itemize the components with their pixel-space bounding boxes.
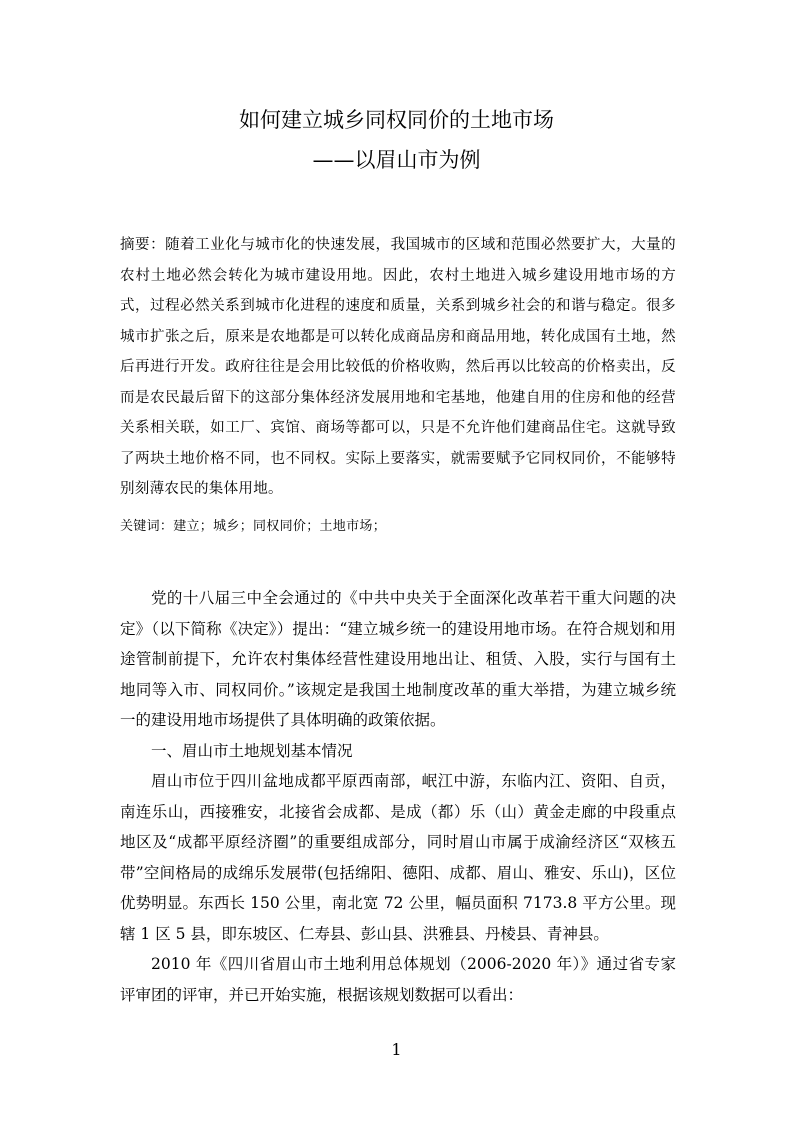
page-number: 1 [391, 1040, 402, 1059]
keywords: 关键词：建立；城乡；同权同价；土地市场； [120, 519, 387, 534]
document-subtitle: ——以眉山市为例 [312, 148, 481, 172]
section-heading: 一、眉山市土地规划基本情况 [151, 741, 353, 760]
body-text [120, 583, 676, 1010]
document-title: 如何建立城乡同权同价的土地市场 [239, 108, 554, 132]
paragraph: 党的十八届三中全会通过的《中共中央关于全面深化改革若干重大问题的决定》（以下简称《决定》）提出：“建立城乡统一的建设用地市场。在符合规划和用途管制前提下，允许农村集体经营性建设用地出让、租赁、入股，实行与国有土地同等入市、同权同价。”该规定是我国土地制度改革的重大举措，为建立城乡统一的建设用地市场提供了具体明确的政策依据。 [120, 589, 676, 729]
abstract: 摘要：随着工业化与城市化的快速发展，我国城市的区域和范围必然要扩大，大量的农村土地必然会转化为城市建设用地。因此，农村土地进入城乡建设用地市场的方式，过程必然关系到城市化进程的速度和质量，关系到城乡社会的和谐与稳定。很多城市扩张之后，原来是农地都是可以转化成商品房和商品用地，转化成国有土地，然后再进行开发。政府往往是会用比较低的价格收购，然后再以比较高的价格卖出，反而是农民最后留下的这部分集体经济发展用地和宅基地，他建自用的住房和他的经营关系相关联，如工厂、宾馆、商场等都可以，只是不允许他们建商品住宅。这就导致了两块土地价格不同，也不同权。实际上要落实，就需要赋予它同权同价，不能够特别刻薄农民的集体用地。 [120, 237, 676, 497]
paragraph: 眉山市位于四川盆地成都平原西南部，岷江中游，东临内江、资阳、自贡，南连乐山，西接雅安，北接省会成都、是成（都）乐（山）黄金走廊的中段重点地区及“成都平原经济圈”的重要组成部分，同时眉山市属于成渝经济区“双核五带”空间格局的成绵乐发展带(包括绵阳、德阳、成都、眉山、雅安、乐山)，区位优势明显。东西长 150 公里，南北宽 72 公里，幅员面积 7173.8 平方公里。现辖 1 区 5 县，即东坡区、仁寿县、彭山县、洪雅县、丹棱县、青神县。 [120, 772, 676, 943]
paragraph: 2010 年《四川省眉山市土地利用总体规划（2006-2020 年）》通过省专家评审团的评审，并已开始实施，根据该规划数据可以看出： [120, 955, 676, 1004]
